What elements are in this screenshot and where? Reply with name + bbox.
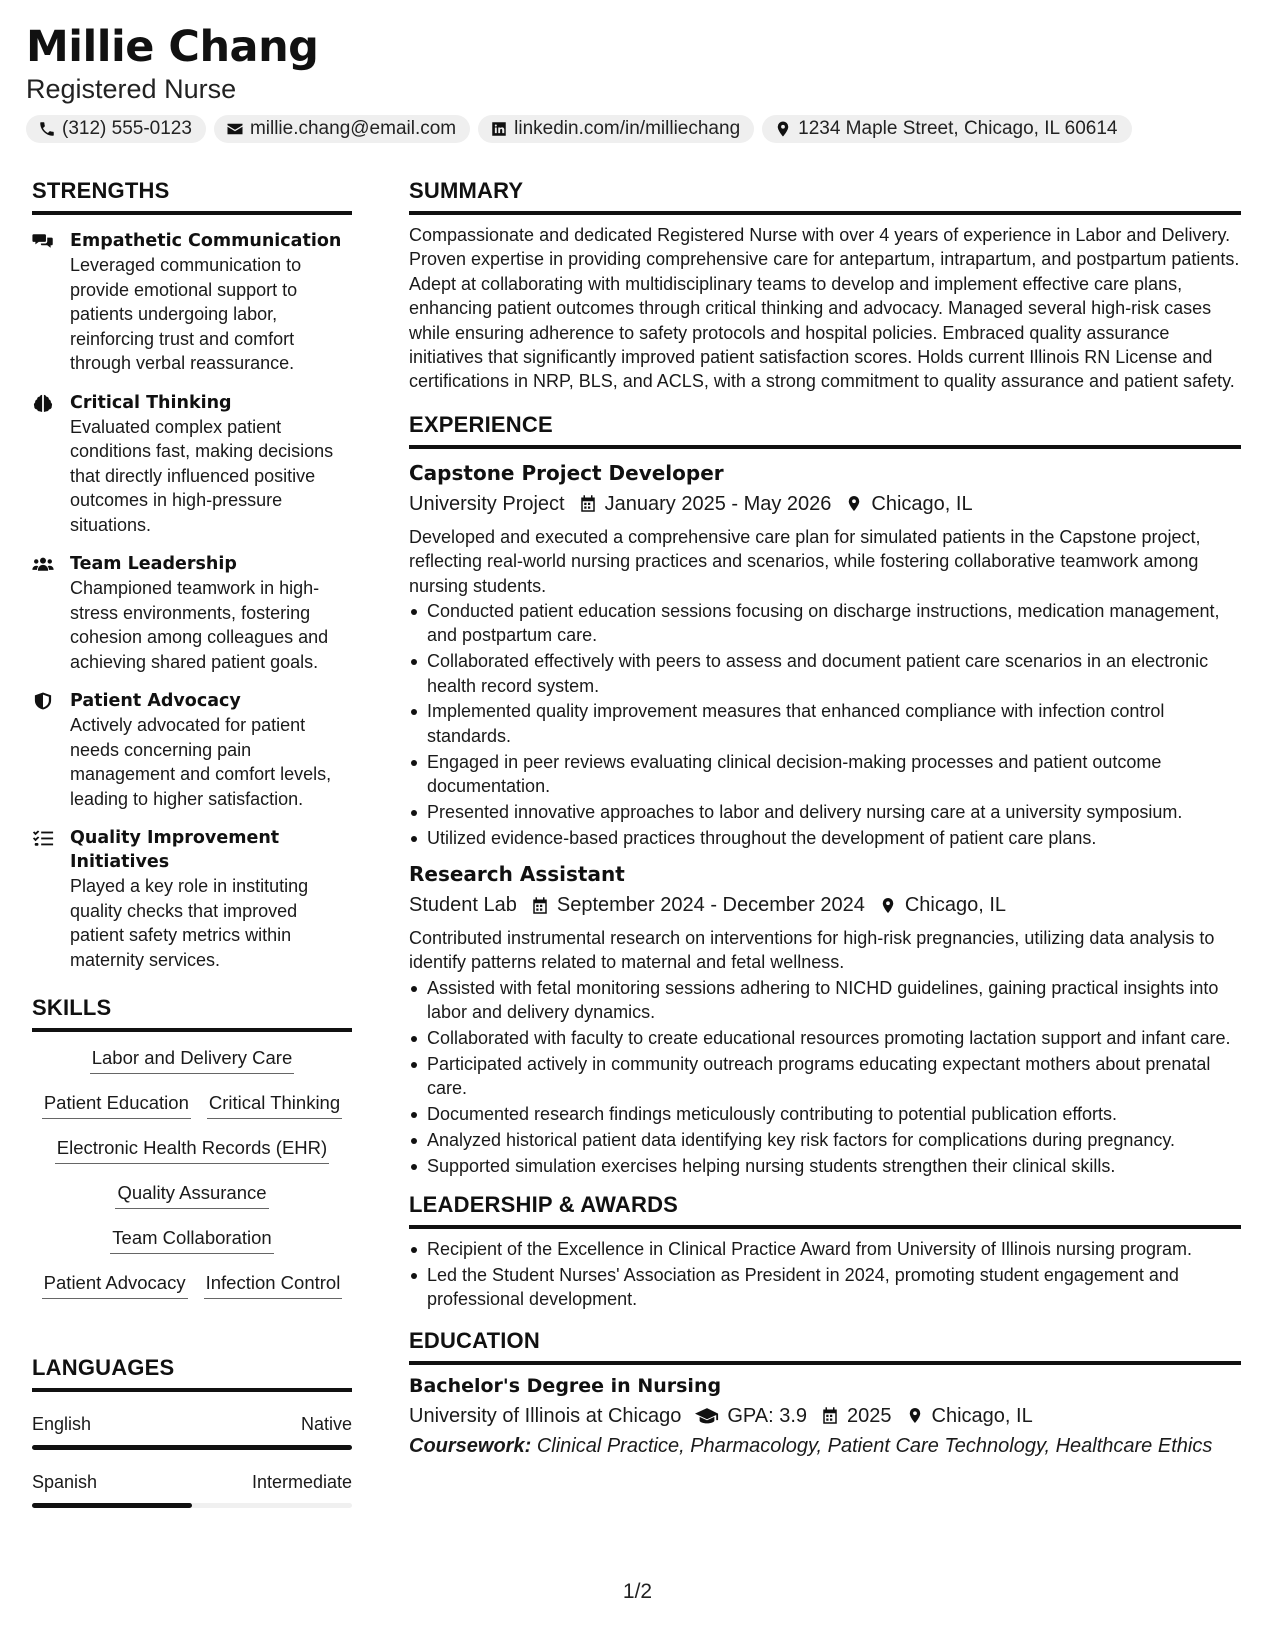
languages-heading: LANGUAGES: [32, 1355, 352, 1392]
bullet-item: Conducted patient education sessions focusing on discharge instructions, medication management, and postpartum care.: [409, 599, 1241, 648]
job-title: Research Assistant: [409, 862, 625, 887]
bullet-item: Collaborated effectively with peers to assess and document patient care scenarios in an electronic health record system.: [409, 649, 1241, 698]
language-proficiency-bar: [32, 1503, 352, 1508]
strength-item: [32, 229, 352, 376]
job-title: Capstone Project Developer: [409, 460, 724, 485]
job-location: Chicago, IL: [904, 894, 1007, 917]
skill-tag: Electronic Health Records (EHR): [55, 1136, 329, 1164]
leadership-heading: LEADERSHIP & AWARDS: [409, 1192, 1241, 1229]
candidate-name: Millie Chang: [26, 22, 319, 72]
experience-heading: EXPERIENCE: [409, 412, 1241, 449]
coursework-label: Coursework:: [409, 1434, 532, 1457]
graduation-cap-icon: [695, 1406, 719, 1425]
skill-tag: Labor and Delivery Care: [90, 1046, 295, 1074]
language-level: Intermediate: [251, 1472, 352, 1492]
comments-icon: [32, 232, 54, 250]
job-dates: September 2024 - December 2024: [556, 894, 865, 917]
graduation-year: 2025: [847, 1404, 892, 1427]
bullet-item: Recipient of the Excellence in Clinical Practice Award from University of Illinois nursing program.: [409, 1237, 1241, 1261]
education-location: Chicago, IL: [931, 1404, 1033, 1427]
summary-text: Compassionate and dedicated Registered Nurse with over 4 years of experience in Labor and Delivery. Proven expertise in providing comprehensive care for antepartum, intrapartum, and postpartum patients. Adept at collaborating with multidisciplinary teams to develop and implement effective care plans, enhancing patient outcomes through critical thinking and advocacy. Managed several high-risk cases while ensuring adherence to safety protocols and hospital policies. Embraced quality assurance initiatives that significantly improved patient satisfaction scores. Holds current Illinois RN License and certifications in NRP, BLS, and ACLS, with a strong commitment to quality assurance and patient safety.: [409, 225, 1240, 392]
strength-desc: Championed teamwork in high-stress environments, fostering cohesion among colleagues and achieving shared patient goals.: [70, 578, 329, 672]
list-check-icon: [32, 829, 54, 847]
right-column: [409, 178, 1241, 1458]
proficiency-fill: [32, 1445, 352, 1450]
calendar-icon: [531, 896, 549, 915]
strength-title: Empathetic Communication: [70, 231, 342, 251]
gpa: GPA: 3.9: [727, 1404, 808, 1427]
phone-icon: [38, 120, 56, 138]
job-bullets: [409, 599, 1241, 850]
map-pin-icon: [845, 494, 863, 513]
linkedin-icon: [490, 120, 508, 138]
school-name: University of Illinois at Chicago: [409, 1404, 682, 1427]
skills-list: [32, 1046, 352, 1316]
brain-icon: [32, 394, 54, 412]
page-number: 1/2: [622, 1580, 653, 1603]
job-meta: [409, 490, 1241, 518]
skills-heading: SKILLS: [32, 995, 352, 1032]
strength-title: Quality Improvement Initiatives: [70, 828, 280, 872]
summary-heading: SUMMARY: [409, 178, 1241, 215]
skill-tag: Critical Thinking: [207, 1091, 342, 1119]
candidate-role: Registered Nurse: [26, 74, 237, 104]
envelope-icon: [226, 120, 244, 138]
job-meta: [409, 891, 1241, 919]
language-name: Spanish: [32, 1472, 98, 1492]
bullet-item: Participated actively in community outreach programs educating expectant mothers about prenatal care.: [409, 1052, 1241, 1101]
skill-tag: Patient Advocacy: [42, 1271, 188, 1299]
proficiency-fill: [32, 1503, 192, 1508]
bullet-item: Assisted with fetal monitoring sessions adhering to NICHD guidelines, gaining practical insights into labor and delivery dynamics.: [409, 976, 1241, 1025]
left-column: [32, 178, 352, 1508]
language-proficiency-bar: [32, 1445, 352, 1450]
address-chip: [762, 115, 1131, 143]
phone-chip[interactable]: [26, 115, 206, 143]
linkedin-text: linkedin.com/in/milliechang: [514, 118, 741, 139]
bullet-item: Documented research findings meticulously contributing to potential publication efforts.: [409, 1102, 1241, 1126]
job-org: Student Lab: [409, 894, 517, 917]
strength-title: Patient Advocacy: [70, 691, 241, 711]
strength-item: [32, 391, 352, 538]
bullet-item: Utilized evidence-based practices throughout the development of patient care plans.: [409, 826, 1241, 850]
skill-tag: Team Collaboration: [110, 1226, 273, 1254]
language-name: English: [32, 1414, 92, 1434]
strength-item: [32, 826, 352, 972]
map-pin-icon: [774, 120, 792, 138]
strength-desc: Played a key role in instituting quality checks that improved patient safety metrics within maternity services.: [70, 876, 309, 970]
calendar-icon: [821, 1406, 839, 1425]
map-pin-icon: [906, 1406, 924, 1425]
contact-bar: [26, 115, 1132, 143]
strengths-heading: STRENGTHS: [32, 178, 352, 215]
language-item: [32, 1472, 352, 1508]
bullet-item: Engaged in peer reviews evaluating clinical decision-making processes and patient outcome documentation.: [409, 750, 1241, 799]
bullet-item: Presented innovative approaches to labor and delivery nursing care at a university symposium.: [409, 800, 1241, 824]
users-icon: [32, 555, 54, 573]
leadership-bullets: [409, 1237, 1241, 1312]
coursework-list: Clinical Practice, Pharmacology, Patient Care Technology, Healthcare Ethics: [536, 1434, 1213, 1457]
job-location: Chicago, IL: [871, 492, 973, 515]
job-org: University Project: [409, 492, 565, 515]
strength-item: [32, 689, 352, 811]
map-pin-icon: [879, 896, 897, 915]
email-text: millie.chang@email.com: [249, 118, 457, 139]
education-heading: EDUCATION: [409, 1328, 1241, 1365]
bullet-item: Implemented quality improvement measures that enhanced compliance with infection control standards.: [409, 699, 1241, 748]
bullet-item: Analyzed historical patient data identifying key risk factors for complications during pregnancy.: [409, 1128, 1241, 1152]
phone-text: (312) 555-0123: [62, 118, 192, 139]
email-chip[interactable]: [214, 115, 470, 143]
bullet-item: Supported simulation exercises helping nursing students strengthen their clinical skills.: [409, 1154, 1241, 1178]
skill-tag: Infection Control: [204, 1271, 343, 1299]
calendar-icon: [579, 494, 597, 513]
job-bullets: [409, 976, 1241, 1178]
linkedin-chip[interactable]: [478, 115, 754, 143]
strengths-list: [32, 229, 352, 972]
bullet-item: Led the Student Nurses' Association as President in 2024, promoting student engagement and professional development.: [409, 1263, 1241, 1312]
job-description: Developed and executed a comprehensive care plan for simulated patients in the Capstone project, reflecting real-world nursing practices and scenarios, while fostering collaborative teamwork among nursing students.: [409, 526, 1201, 596]
skill-tag: Patient Education: [42, 1091, 191, 1119]
address-text: 1234 Maple Street, Chicago, IL 60614: [798, 118, 1118, 139]
strength-title: Team Leadership: [70, 554, 237, 574]
coursework: [409, 1435, 1241, 1458]
job-entry: [409, 860, 1241, 1178]
language-item: [32, 1414, 352, 1450]
job-dates: January 2025 - May 2026: [604, 492, 832, 515]
job-description: Contributed instrumental research on interventions for high-risk pregnancies, utilizing data analysis to identify patterns related to maternal and fetal wellness.: [409, 928, 1215, 973]
strength-item: [32, 552, 352, 674]
strength-title: Critical Thinking: [70, 392, 232, 413]
job-entry: [409, 459, 1241, 850]
shield-halved-icon: [32, 692, 54, 710]
strength-desc: Leveraged communication to provide emotional support to patients undergoing labor, reinforcing trust and comfort through verbal reassurance.: [70, 255, 302, 373]
strength-desc: Actively advocated for patient needs concerning pain management and comfort levels, leading to higher satisfaction.: [70, 715, 332, 809]
education-meta: [409, 1402, 1241, 1430]
language-level: Native: [300, 1414, 352, 1434]
strength-desc: Evaluated complex patient conditions fast, making decisions that directly influenced positive outcomes in high-pressure situations.: [70, 416, 334, 535]
degree-title: Bachelor's Degree in Nursing: [409, 1374, 722, 1397]
skill-tag: Quality Assurance: [115, 1181, 268, 1209]
bullet-item: Collaborated with faculty to create educational resources promoting lactation support and infant care.: [409, 1026, 1241, 1050]
